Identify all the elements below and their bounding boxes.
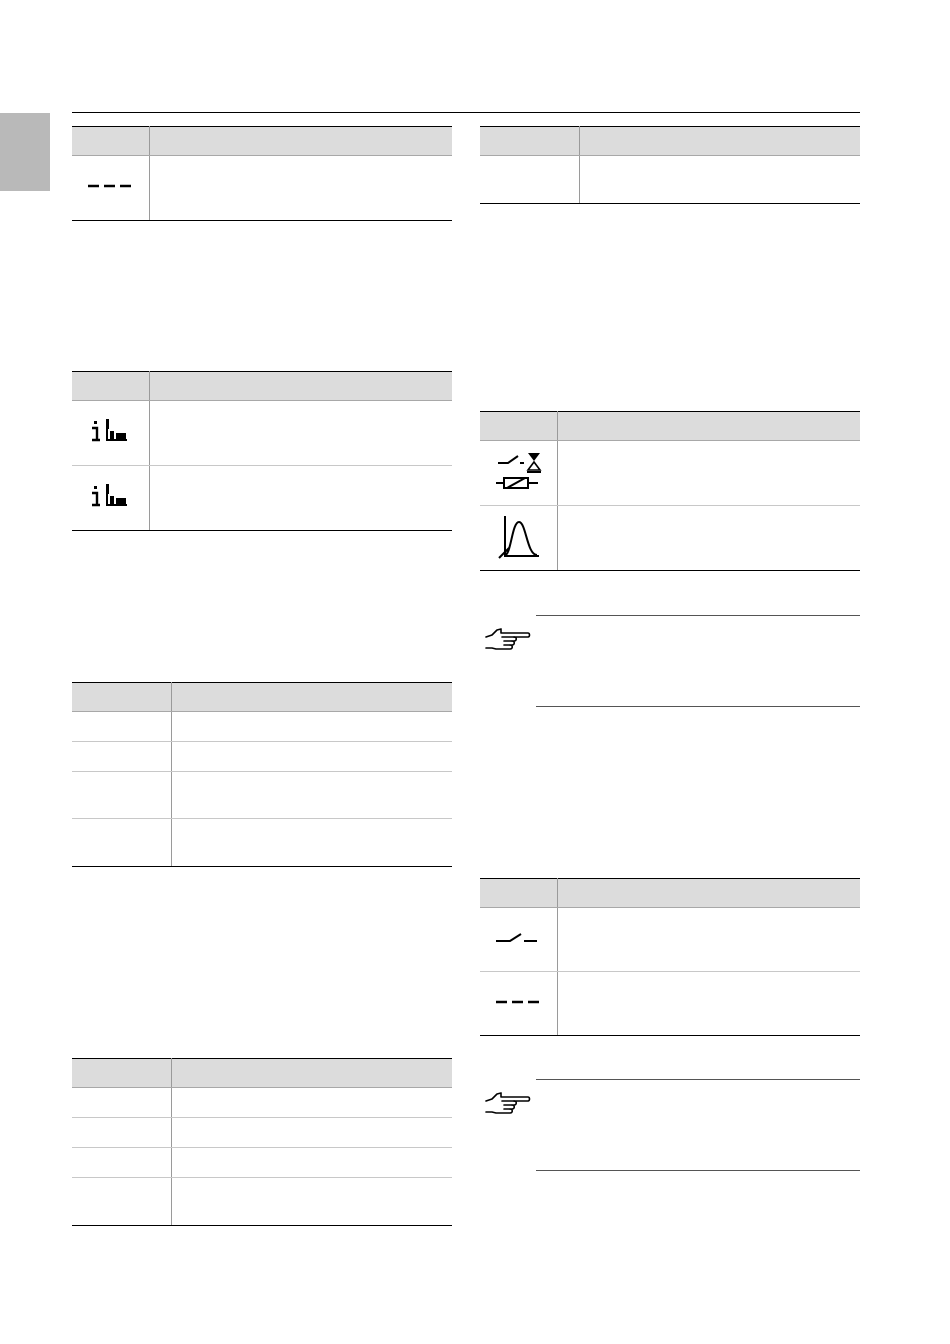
left-table-4 xyxy=(72,1058,452,1226)
table-row xyxy=(72,156,452,221)
table-row xyxy=(72,1088,452,1118)
right-table-3 xyxy=(480,878,860,1036)
table-header-row xyxy=(72,683,452,712)
table-row xyxy=(72,742,452,772)
left-table-2 xyxy=(72,371,452,531)
pointing-hand-icon xyxy=(484,626,532,659)
dashed-line-icon xyxy=(480,972,557,1036)
table-cell xyxy=(149,466,452,531)
note-top-rule xyxy=(536,1079,860,1080)
page-tab xyxy=(0,113,50,191)
table-row xyxy=(480,156,860,204)
right-table-2 xyxy=(480,411,860,571)
dashed-line-icon xyxy=(72,156,149,221)
table-row xyxy=(72,712,452,742)
table-header-row xyxy=(480,879,860,908)
table-header-row xyxy=(72,1059,452,1088)
table-row xyxy=(72,466,452,531)
table-cell xyxy=(557,441,860,506)
table-row xyxy=(72,819,452,867)
left-table-1 xyxy=(72,126,452,221)
switch-valve-resistor-icon xyxy=(480,441,557,506)
table-row xyxy=(72,1178,452,1226)
pointing-hand-icon xyxy=(484,1090,532,1123)
right-table-1 xyxy=(480,126,860,204)
table-row xyxy=(480,506,860,571)
table-row xyxy=(72,772,452,819)
table-cell xyxy=(557,972,860,1036)
left-table-3 xyxy=(72,682,452,867)
note-bottom-rule xyxy=(536,706,860,707)
switch-icon xyxy=(480,908,557,972)
table-cell xyxy=(557,506,860,571)
table-row xyxy=(72,1148,452,1178)
table-header-row xyxy=(72,372,452,401)
table-header-row xyxy=(480,127,860,156)
note-bottom-rule xyxy=(536,1170,860,1171)
info-bar-icon xyxy=(72,466,149,531)
table-row xyxy=(480,908,860,972)
info-bar-icon xyxy=(72,401,149,466)
table-row xyxy=(480,441,860,506)
table-row xyxy=(480,972,860,1036)
table-cell xyxy=(149,156,452,221)
header-rule xyxy=(72,112,860,113)
table-row xyxy=(72,401,452,466)
table-header-row xyxy=(480,412,860,441)
table-cell xyxy=(557,908,860,972)
note-top-rule xyxy=(536,615,860,616)
table-cell xyxy=(149,401,452,466)
bell-curve-graph-icon xyxy=(480,506,557,571)
table-header-row xyxy=(72,127,452,156)
table-row xyxy=(72,1118,452,1148)
